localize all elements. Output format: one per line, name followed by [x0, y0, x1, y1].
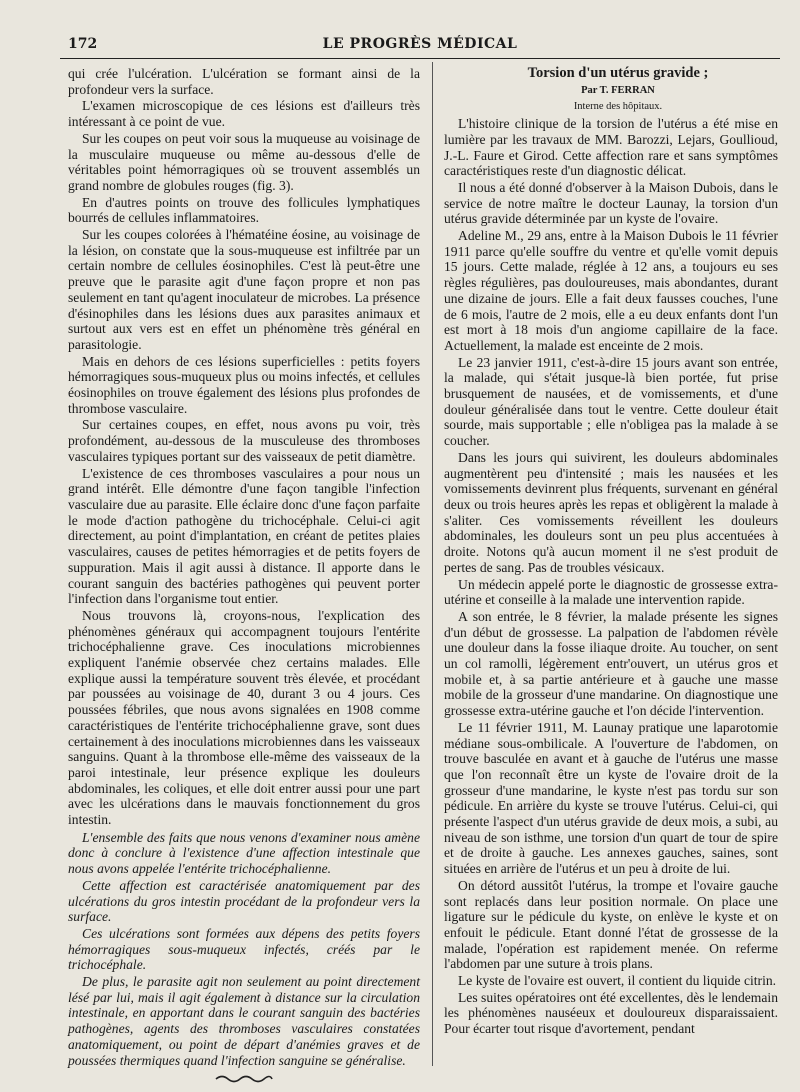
body-paragraph: Mais en dehors de ces lésions superficielles : petits foyers hémorragiques sous-muqueux plus ou moins infectés, et cellules éosinophiles on trouve également des lésions plus profondes de thrombose vasculaire. [68, 353, 420, 416]
running-title: LE PROGRÈS MÉDICAL [322, 36, 518, 52]
author-affiliation: Interne des hôpitaux. [573, 101, 663, 113]
page-number: 172 [68, 36, 98, 52]
ornament-icon [214, 1074, 274, 1084]
page-header [60, 34, 780, 56]
article-byline: Par T. FERRAN [581, 84, 655, 96]
body-paragraph: Sur les coupes colorées à l'hématéine éosine, au voisinage de la lésion, on constate que la sous-muqueuse est infiltrée par un certain nombre de cellules éosinophiles. C'est là peut-être une preuve que le parasite agit d'une façon propre et non pas seulement en tant qu'agent inoculateur de microbes. La présence d'ésinophiles dans les lésions dues aux parasites animaux et surtout aux vers est en effet un phénomène très général en parasitologie. [68, 227, 420, 352]
body-paragraph: Les suites opératoires ont été excellentes, dès le lendemain les phénomènes nauséeux et douloureux disparaissaient. Pour écarter tout risque d'avortement, pendant [444, 989, 778, 1037]
body-paragraph: qui crée l'ulcération. L'ulcération se formant ainsi de la profondeur vers la surface. [68, 66, 420, 97]
body-paragraph: On détord aussitôt l'utérus, la trompe et l'ovaire gauche sont replacés dans leur position normale. On place une ligature sur le pédicule du kyste, on enlève le kyste et on enfouit le pédicule. Etant donné l'état de grossesse de la malade, l'opération est rapidement menée. On referme l'abdomen par une suture à trois plans. [444, 877, 778, 972]
body-paragraph: Le kyste de l'ovaire est ouvert, il contient du liquide citrin. [458, 973, 777, 989]
column-divider [432, 62, 433, 1066]
body-paragraph: L'examen microscopique de ces lésions est d'ailleurs très intéressant à ce point de vue. [68, 98, 420, 130]
body-paragraph: L'histoire clinique de la torsion de l'utérus a été mise en lumière par les travaux de MM. Barozzi, Lejars, Goullioud, J.-L. Faure et Girod. Cette affection rare et sans symptômes caractéristiques reste d'un diagnostic délicat. [444, 116, 778, 179]
body-paragraph: En d'autres points on trouve des follicules lymphatiques bourrés de cellules inflammatoires. [68, 194, 420, 226]
body-paragraph: L'existence de ces thromboses vasculaires a pour nous un grand intérêt. Elle démontre d'une façon tangible l'infection vasculaire due au parasite. Elle éclaire donc d'une façon parfaite le mode d'action pathogène du trichocéphale. Celui-ci agit directement, au point d'implantation, en créant de petites plaies vasculaires, causes de petites hémorragies et de petits foyers de suppuration. Mais il agit aussi à distance. Il apporte dans le courant sanguin des bactéries pathogènes qui peuvent porter l'infection dans l'organisme tout entier. [68, 465, 420, 607]
section-ornament [68, 1072, 420, 1088]
body-paragraph: A son entrée, le 8 février, la malade présente les signes d'un début de grossesse. La palpation de l'abdomen révèle une douleur dans la fosse iliaque droite. Au toucher, on sent un col ramolli, légèrement entr'ouvert, un utérus gros et mobile et, à sa partie antérieure et à gauche une masse mobile de la grosseur d'une mandarine. On diagnostique une grossesse extra-utérine gauche et l'on décide l'intervention. [444, 608, 778, 719]
body-paragraph: Sur certaines coupes, en effet, nous avons pu voir, très profondément, au-dessous de la musculeuse des thromboses vasculaires typiques portant sur des vaisseaux de petit diamètre. [68, 417, 420, 464]
body-paragraph: Dans les jours qui suivirent, les douleurs abdominales augmentèrent peu d'intensité ; mais les nausées et les vomissements devinrent plus fréquents, survenant en général deux ou trois heures après les repas et obligèrent la malade à s'aliter. Ces vomissements réveillent les douleurs abdominales, les douleurs sont un peu plus accentuées à droite. Notons qu'à aucun moment il ne s'est produit de pertes de sang. Pas de troubles vésicaux. [444, 449, 778, 575]
right-column [444, 66, 778, 1038]
body-paragraph: Le 23 janvier 1911, c'est-à-dire 15 jours avant son entrée, la malade, qui s'était jusque-là bien portée, fut prise brusquement de nausées, et de vomissements, et d'une douleur généralisée dans tout le ventre. Cette douleur était sourde, mais supportable ; elle n'obligea pas la malade à se coucher. [444, 354, 778, 449]
body-paragraph: Un médecin appelé porte le diagnostic de grossesse extra-utérine et conseille à la malade une intervention rapide. [444, 576, 778, 608]
body-paragraph: Le 11 février 1911, M. Launay pratique une laparotomie médiane sous-ombilicale. A l'ouverture de l'abdomen, on trouve basculée en avant et à gauche de l'utérus une masse que l'on reconnaît être un kyste de l'ovaire droit de la grosseur d'une mandarine, le kyste n'est pas tordu sur son pédicule. En arrière du kyste se trouve l'utérus. Celui-ci, qui présente l'aspect d'un utérus gravide de deux mois, a subi, au niveau de son isthme, une torsion d'un quart de tour de spire et de droite à gauche. Les annexes gauches, saines, sont situées en arrière de l'utérus et un peu à droite de lui. [444, 719, 778, 877]
conclusion-paragraph: De plus, le parasite agit non seulement au point directement lésé par lui, mais il agit également à distance sur la circulation intestinale, en apportant dans le courant sanguin des bactéries pathogènes, agents des thromboses vasculaires constatées anatomiquement, ou point de départ d'anémies graves et de poussées thermiques quand l'infection sanguine se généralise. [68, 974, 420, 1068]
conclusion-paragraph: Cette affection est caractérisée anatomiquement par des ulcérations du gros intestin procédant de la profondeur vers la surface. [68, 877, 420, 925]
body-paragraph: Il nous a été donné d'observer à la Maison Dubois, dans le service de notre maître le docteur Launay, la torsion d'un utérus gravide déterminée par un kyste de l'ovaire. [444, 179, 778, 227]
conclusions [68, 830, 420, 1069]
conclusion-paragraph: Ces ulcérations sont formées aux dépens des petits foyers hémorragiques sous-muqueux infectés, créés par le trichocéphale. [68, 925, 420, 973]
left-column [68, 66, 420, 1088]
article-title: Torsion d'un utérus gravide ; [527, 65, 709, 81]
conclusion-paragraph: L'ensemble des faits que nous venons d'examiner nous amène donc à conclure à l'existence d'une affection intestinale que nous avons appelée l'entérite trichocéphalienne. [68, 829, 420, 877]
header-rule [60, 58, 780, 59]
body-paragraph: Adeline M., 29 ans, entre à la Maison Dubois le 11 février 1911 parce qu'elle souffre du ventre et qu'elle vomit depuis 15 jours. Cette malade, réglée à 12 ans, a toujours eu ses règles régulières, pas douloureuses, mais abondantes, durant une dizaine de jours. Elle a fait deux fausses couches, l'une de 6 mois, l'autre de 2 mois, elle a eu deux enfants dont l'un est mort à 18 mois d'un angiome capillaire de la face. Actuellement, la malade est enceinte de 2 mois. [444, 228, 778, 353]
body-paragraph: Sur les coupes on peut voir sous la muqueuse au voisinage de la musculaire muqueuse ou même au-dessous d'elle de véritables point hémorragiques où se trouvent assemblés un grand nombre de globules rouges (fig. 3). [68, 130, 420, 193]
body-paragraph: Nous trouvons là, croyons-nous, l'explication des phénomènes généraux qui accompagnent toujours l'entérite trichocéphalienne grave. Ces inoculations microbiennes expliquent l'anémie observée chez certains malades. Elle explique aussi la température souvent très élevée, et procédant par poussées au voisinage de 40, durant 3 ou 4 jours. Ces poussées fébriles, que nous avons signalées en 1908 comme caractéristiques de l'entérite trichocéphalienne grave, sont dues certainement à des inoculations microbiennes dans les vaisseaux sanguins. Quant à la thrombose elle-même des vaisseaux de la paroi intestinale, leur présence explique les douleurs abdominales, les coliques, et elle doit entrer aussi pour une part avec les ulcérations dans le mauvais fonctionnement du gros intestin. [68, 607, 420, 828]
